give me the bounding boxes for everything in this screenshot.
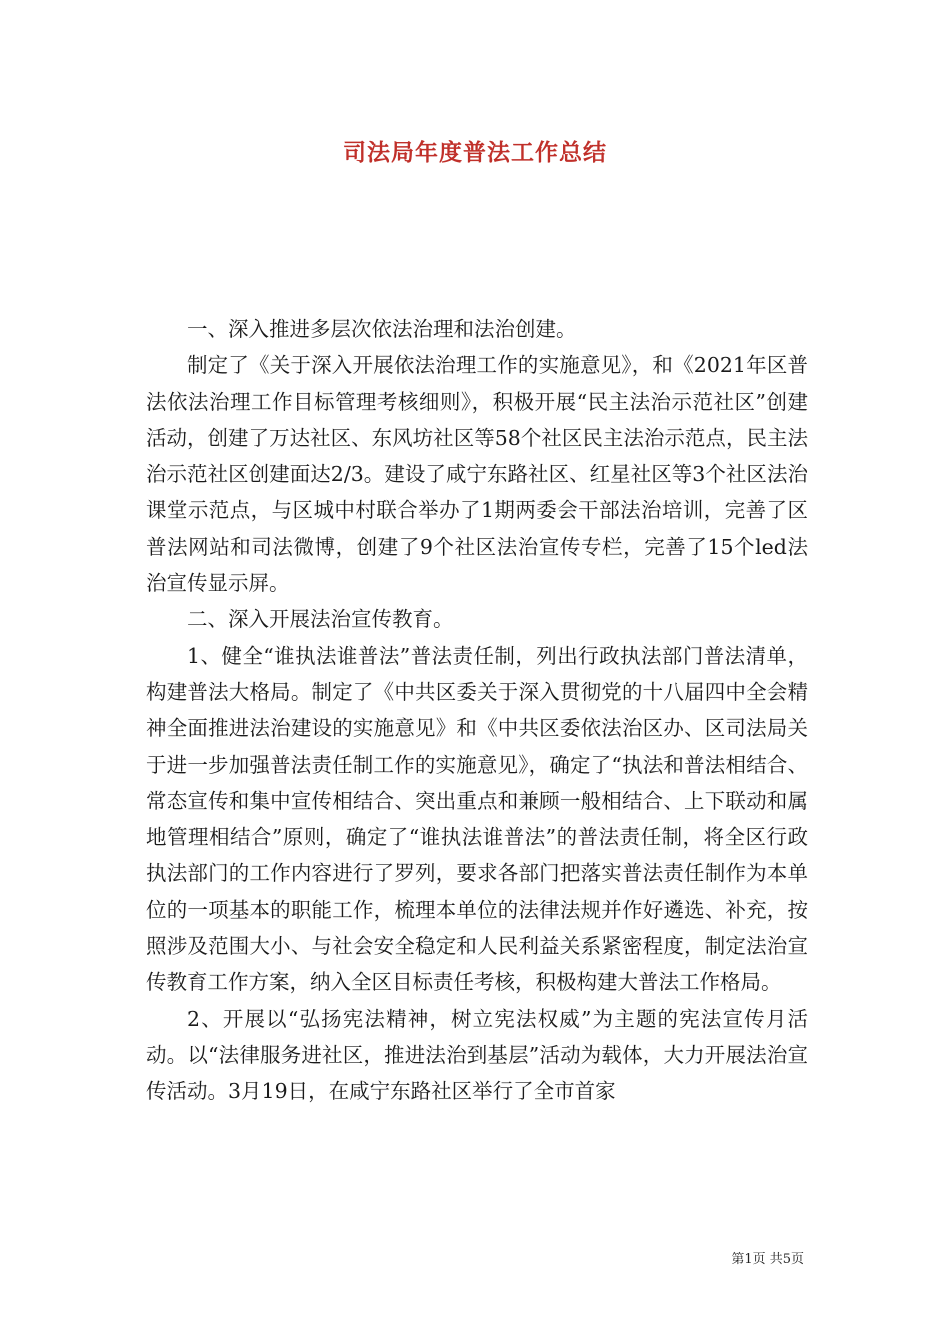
paragraph: 2、开展以“弘扬宪法精神，树立宪法权威”为主题的宪法宣传月活动。以“法律服务进社区，推进法治到基层”活动为载体，大力开展法治宣传活动。3月19日，在咸宁东路社区举行了全市首家 [146, 1006, 808, 1104]
page-number: 第1页 共5页 [731, 1252, 804, 1267]
document-title: 司法局年度普法工作总结 [343, 139, 607, 166]
section-heading-2: 二、深入开展法治宣传教育。 [187, 607, 454, 632]
paragraph: 制定了《关于深入开展依法治理工作的实施意见》，和《2021年区普法依法治理工作目标管理考核细则》，积极开展“民主法治示范社区”创建活动，创建了万达社区、东风坊社区等58个社区民主法治示范点，民主法治示范社区创建面达2/3。建设了咸宁东路社区、红星社区等3个社区法治课堂示范点，与区城中村联合举办了1期两委会干部法治培训，完善了区普法网站和司法微博，创建了9个社区法治宣传专栏，完善了15个led法治宣传显示屏。 [146, 353, 808, 596]
paragraph: 1、健全“谁执法谁普法”普法责任制，列出行政执法部门普法清单，构建普法大格局。制定了《中共区委关于深入贯彻党的十八届四中全会精神全面推进法治建设的实施意见》和《中共区委依法治区办、区司法局关于进一步加强普法责任制工作的实施意见》，确定了“执法和普法相结合、常态宣传和集中宣传相结合、突出重点和兼顾一般相结合、上下联动和属地管理相结合”原则，确定了“谁执法谁普法”的普法责任制，将全区行政执法部门的工作内容进行了罗列，要求各部门把落实普法责任制作为本单位的一项基本的职能工作，梳理本单位的法律法规并作好遴选、补充，按照涉及范围大小、与社会安全稳定和人民利益关系紧密程度，制定法治宣传教育工作方案，纳入全区目标责任考核，积极构建大普法工作格局。 [146, 643, 808, 995]
document-body [146, 311, 808, 1110]
section-heading-1: 一、深入推进多层次依法治理和法治创建。 [187, 317, 577, 341]
